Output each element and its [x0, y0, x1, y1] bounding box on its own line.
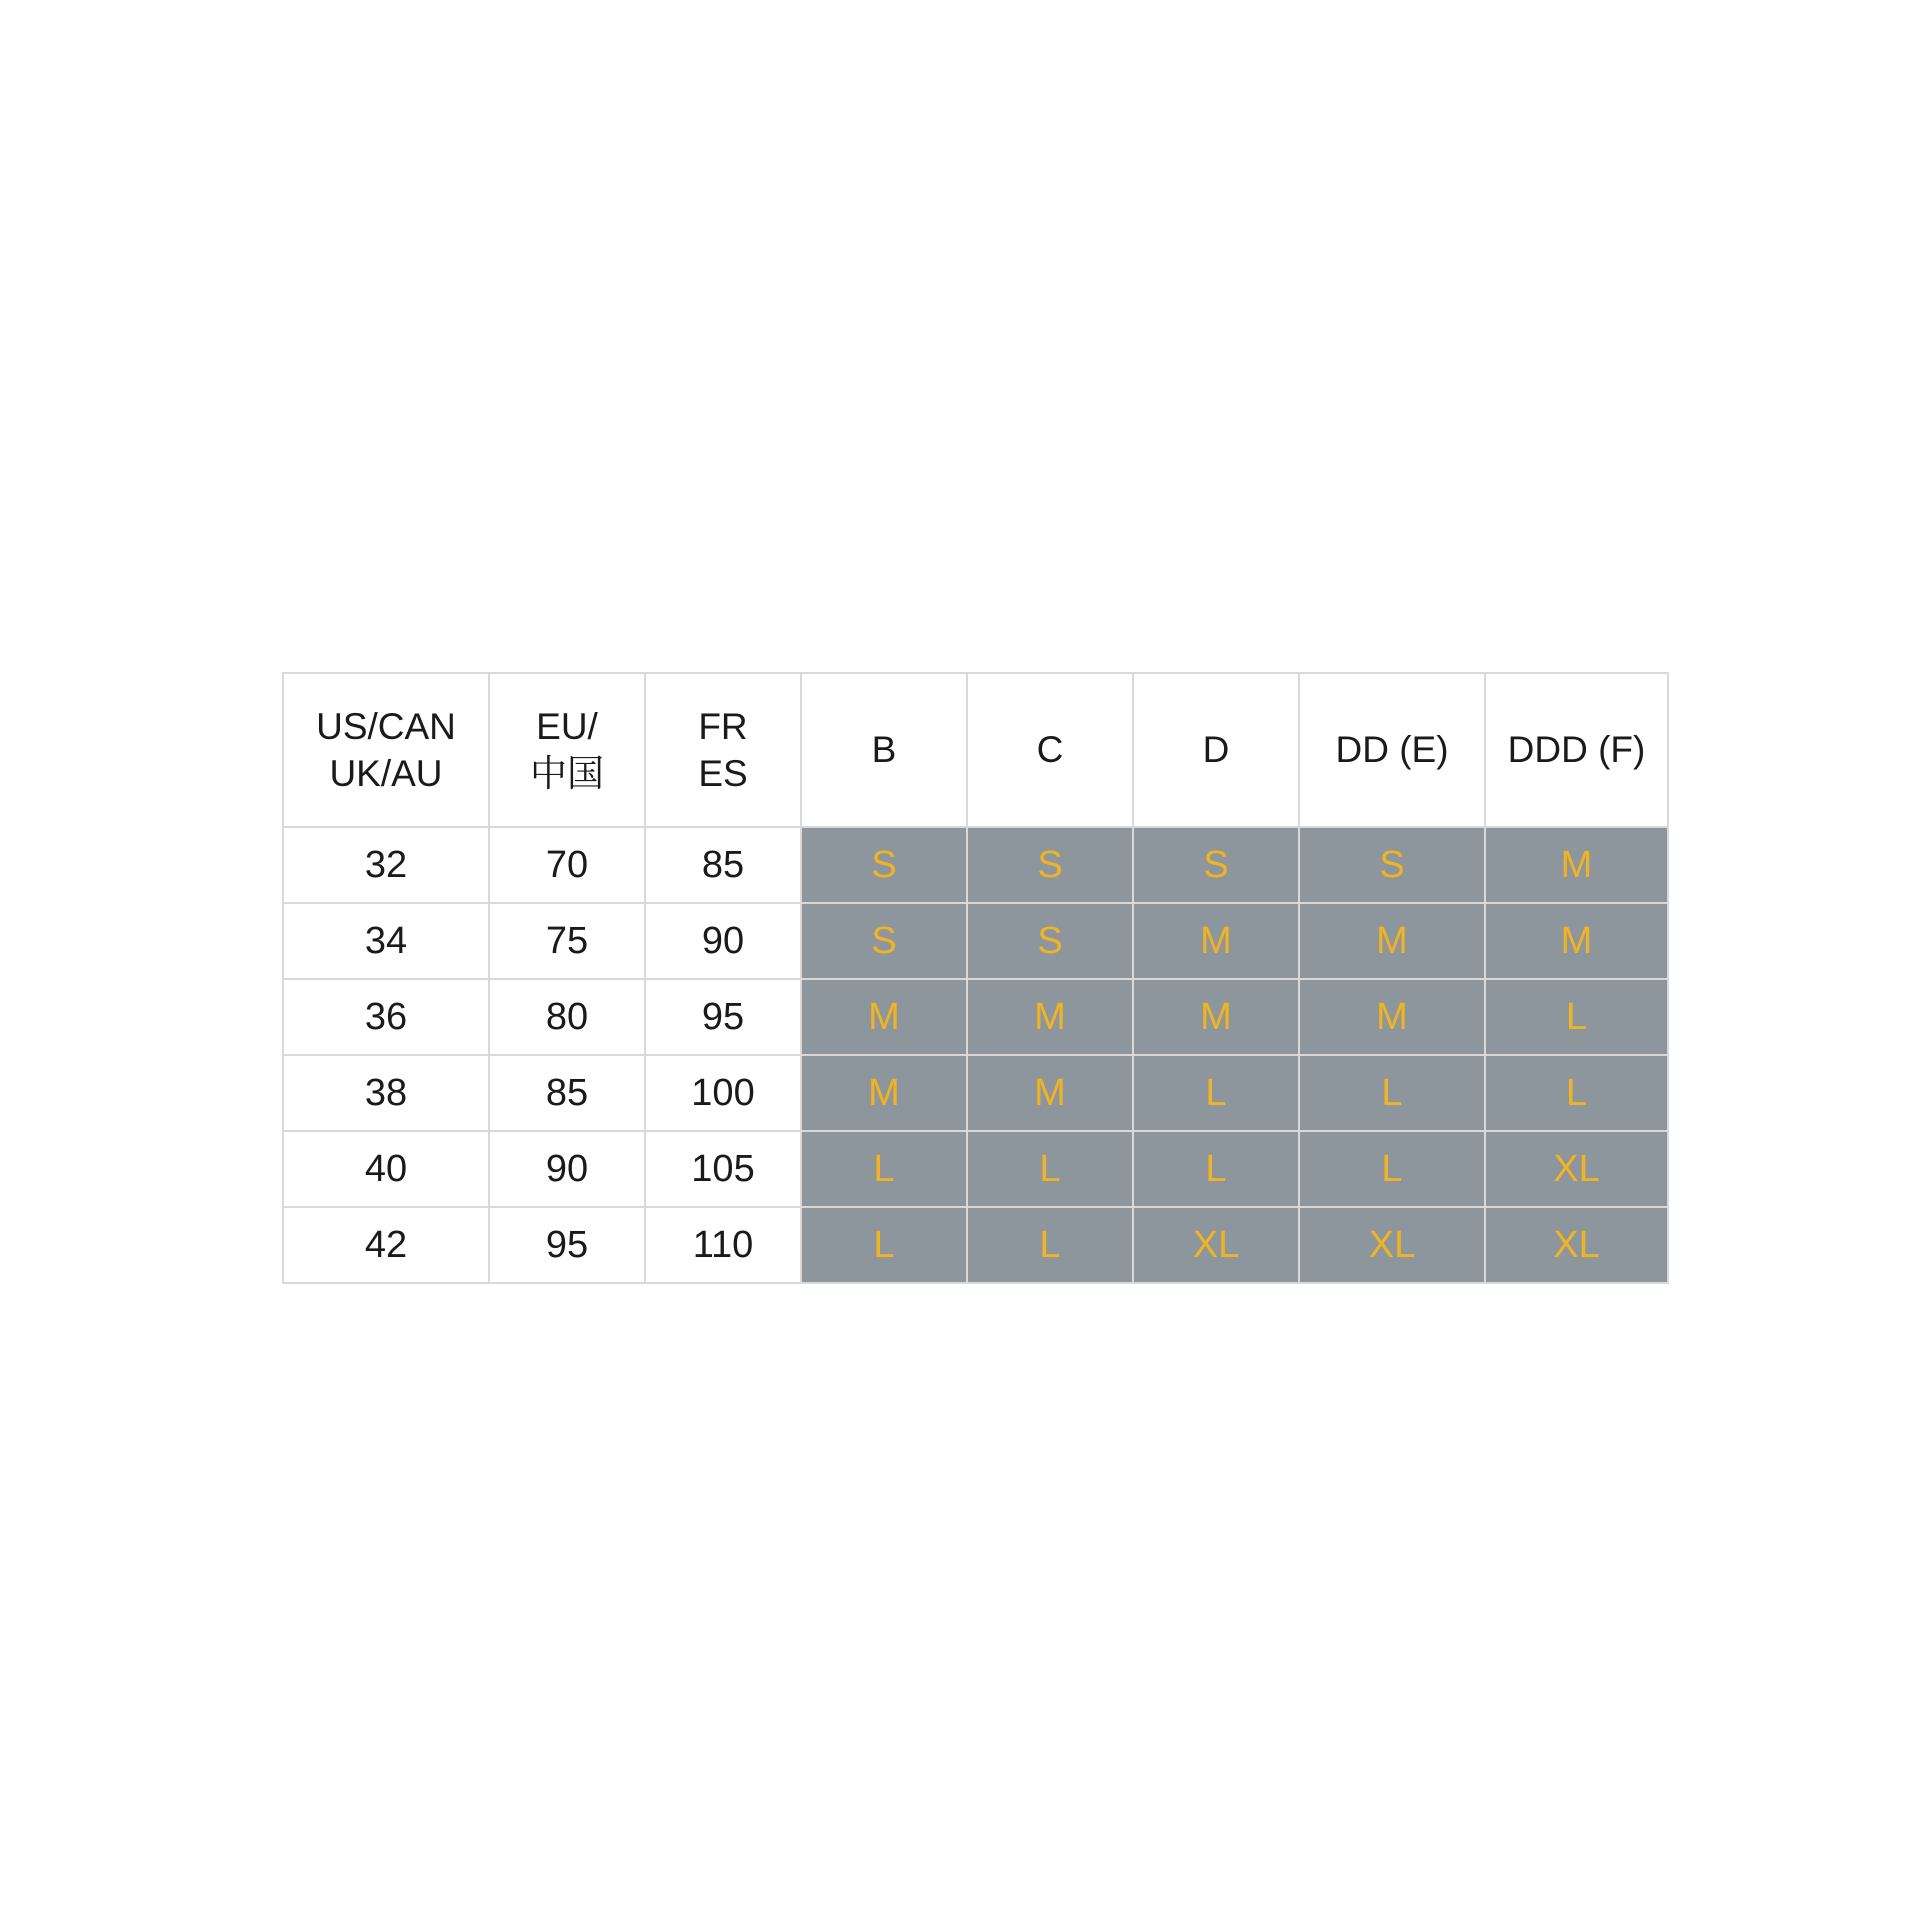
cell-cup-d: M — [1133, 979, 1299, 1055]
cell-cup-c: M — [967, 979, 1133, 1055]
cell-cup-d: M — [1133, 903, 1299, 979]
header-line-1: FR — [698, 705, 748, 747]
cell-cup-d: S — [1133, 827, 1299, 903]
cell-eu-size: 75 — [489, 903, 645, 979]
table-row — [283, 1207, 1668, 1283]
table-header-row — [283, 673, 1668, 827]
cell-cup-c: S — [967, 903, 1133, 979]
cell-fr-size: 85 — [645, 827, 801, 903]
cell-cup-dd: M — [1299, 903, 1485, 979]
cell-fr-size: 95 — [645, 979, 801, 1055]
cell-fr-size: 100 — [645, 1055, 801, 1131]
cell-eu-size: 70 — [489, 827, 645, 903]
cell-cup-c: S — [967, 827, 1133, 903]
size-conversion-table — [282, 672, 1669, 1284]
cell-cup-b: M — [801, 1055, 967, 1131]
header-cup-dd: DD (E) — [1299, 673, 1485, 827]
cell-eu-size: 95 — [489, 1207, 645, 1283]
cell-cup-b: M — [801, 979, 967, 1055]
header-line-2: 中国 — [530, 753, 604, 794]
header-line-1: EU/ — [536, 705, 598, 747]
header-fr-es — [645, 673, 801, 827]
cell-us-size: 38 — [283, 1055, 489, 1131]
table-row — [283, 979, 1668, 1055]
header-cup-ddd: DDD (F) — [1485, 673, 1668, 827]
cell-us-size: 32 — [283, 827, 489, 903]
header-cup-c: C — [967, 673, 1133, 827]
header-eu-china — [489, 673, 645, 827]
size-chart-container — [282, 672, 1667, 1284]
cell-cup-c: L — [967, 1131, 1133, 1207]
cell-eu-size: 90 — [489, 1131, 645, 1207]
cell-eu-size: 80 — [489, 979, 645, 1055]
cell-cup-d: XL — [1133, 1207, 1299, 1283]
header-line-2: UK/AU — [329, 753, 443, 794]
cell-cup-ddd: M — [1485, 903, 1668, 979]
cell-cup-dd: XL — [1299, 1207, 1485, 1283]
cell-cup-ddd: XL — [1485, 1207, 1668, 1283]
cell-cup-b: L — [801, 1131, 967, 1207]
cell-cup-b: S — [801, 827, 967, 903]
header-us-can-uk-au — [283, 673, 489, 827]
cell-cup-dd: M — [1299, 979, 1485, 1055]
cell-cup-d: L — [1133, 1055, 1299, 1131]
header-line-2: ES — [698, 753, 748, 794]
cell-eu-size: 85 — [489, 1055, 645, 1131]
cell-cup-dd: L — [1299, 1131, 1485, 1207]
cell-cup-ddd: M — [1485, 827, 1668, 903]
cell-cup-c: L — [967, 1207, 1133, 1283]
table-row — [283, 903, 1668, 979]
cell-cup-ddd: L — [1485, 979, 1668, 1055]
cell-cup-b: L — [801, 1207, 967, 1283]
cell-cup-dd: L — [1299, 1055, 1485, 1131]
cell-fr-size: 90 — [645, 903, 801, 979]
table-row — [283, 1055, 1668, 1131]
cell-us-size: 36 — [283, 979, 489, 1055]
header-line-1: US/CAN — [316, 705, 456, 747]
header-cup-d: D — [1133, 673, 1299, 827]
header-cup-b: B — [801, 673, 967, 827]
table-row — [283, 1131, 1668, 1207]
cell-cup-dd: S — [1299, 827, 1485, 903]
cell-cup-ddd: L — [1485, 1055, 1668, 1131]
cell-cup-b: S — [801, 903, 967, 979]
cell-fr-size: 105 — [645, 1131, 801, 1207]
cell-us-size: 42 — [283, 1207, 489, 1283]
cell-cup-c: M — [967, 1055, 1133, 1131]
cell-cup-d: L — [1133, 1131, 1299, 1207]
cell-us-size: 40 — [283, 1131, 489, 1207]
table-row — [283, 827, 1668, 903]
cell-cup-ddd: XL — [1485, 1131, 1668, 1207]
cell-fr-size: 110 — [645, 1207, 801, 1283]
cell-us-size: 34 — [283, 903, 489, 979]
